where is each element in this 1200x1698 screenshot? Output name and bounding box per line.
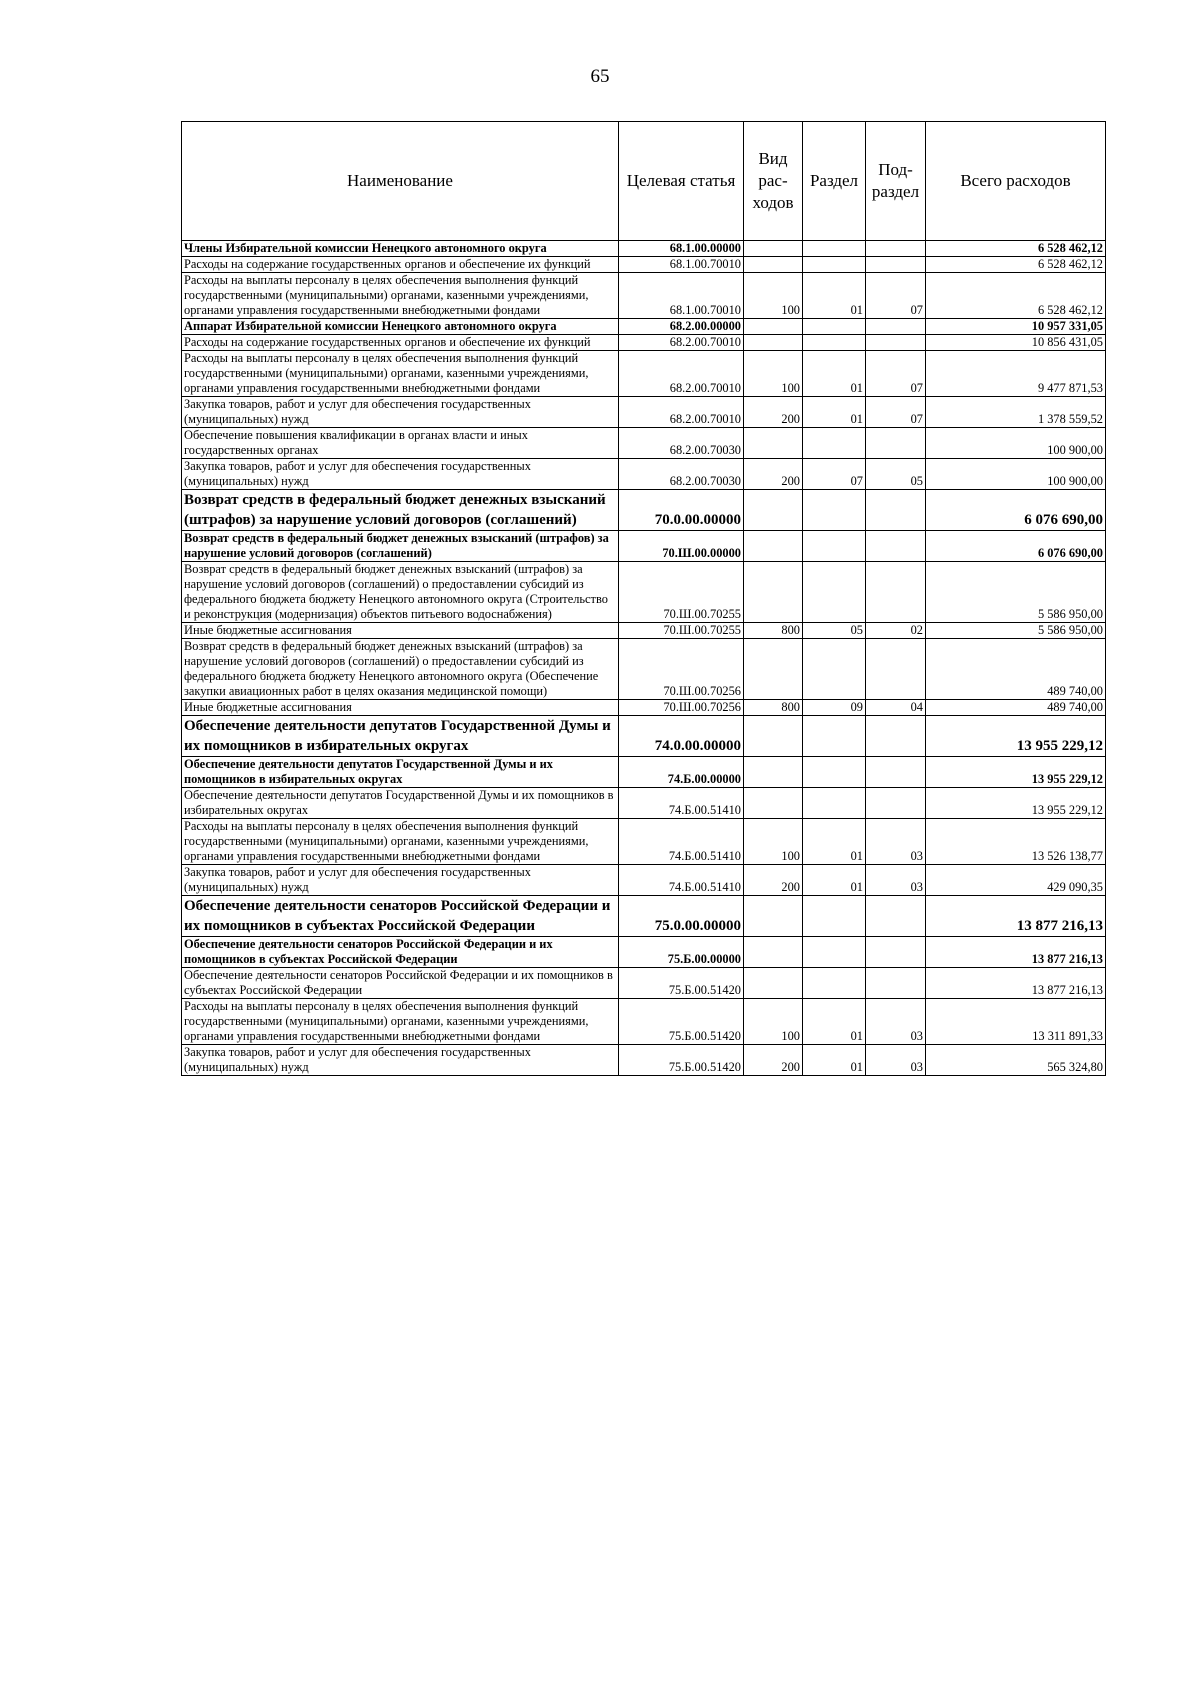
header-subsection: Под- раздел <box>866 122 926 241</box>
cell-target: 68.2.00.70010 <box>619 335 744 351</box>
cell-name: Расходы на содержание государственных органов и обеспечение их функций <box>182 335 619 351</box>
cell-total: 6 076 690,00 <box>926 531 1106 562</box>
cell-total: 6 528 462,12 <box>926 257 1106 273</box>
cell-target: 68.2.00.70010 <box>619 351 744 397</box>
cell-target: 75.Б.00.51420 <box>619 999 744 1045</box>
table-body <box>182 241 1106 1076</box>
cell-section: 01 <box>803 819 866 865</box>
header-target: Целевая статья <box>619 122 744 241</box>
cell-target: 70.Ш.00.00000 <box>619 531 744 562</box>
cell-subsection <box>866 639 926 700</box>
cell-target: 68.2.00.70010 <box>619 397 744 428</box>
table-row <box>182 490 1106 531</box>
cell-expense-type: 200 <box>744 459 803 490</box>
header-section: Раздел <box>803 122 866 241</box>
table-row <box>182 865 1106 896</box>
cell-target: 68.1.00.00000 <box>619 241 744 257</box>
table-row <box>182 623 1106 639</box>
cell-section <box>803 319 866 335</box>
cell-total: 13 877 216,13 <box>926 896 1106 937</box>
table-row <box>182 639 1106 700</box>
cell-section <box>803 639 866 700</box>
table-row <box>182 716 1106 757</box>
cell-name: Обеспечение деятельности депутатов Государственной Думы и их помощников в избирательных округах <box>182 716 619 757</box>
cell-name: Закупка товаров, работ и услуг для обеспечения государственных (муниципальных) нужд <box>182 1045 619 1076</box>
cell-subsection <box>866 531 926 562</box>
table-row <box>182 757 1106 788</box>
cell-subsection <box>866 319 926 335</box>
cell-total: 13 311 891,33 <box>926 999 1106 1045</box>
table-row <box>182 257 1106 273</box>
cell-section: 09 <box>803 700 866 716</box>
cell-total: 489 740,00 <box>926 639 1106 700</box>
cell-total: 6 528 462,12 <box>926 273 1106 319</box>
cell-subsection <box>866 937 926 968</box>
cell-target: 68.2.00.00000 <box>619 319 744 335</box>
cell-name: Обеспечение деятельности депутатов Государственной Думы и их помощников в избирательных округах <box>182 788 619 819</box>
cell-subsection: 02 <box>866 623 926 639</box>
cell-expense-type <box>744 788 803 819</box>
cell-section <box>803 562 866 623</box>
cell-section <box>803 788 866 819</box>
table-row <box>182 351 1106 397</box>
cell-subsection <box>866 257 926 273</box>
cell-section <box>803 896 866 937</box>
cell-name: Аппарат Избирательной комиссии Ненецкого автономного округа <box>182 319 619 335</box>
cell-expense-type: 800 <box>744 623 803 639</box>
table-row <box>182 819 1106 865</box>
cell-section: 01 <box>803 273 866 319</box>
cell-total: 10 957 331,05 <box>926 319 1106 335</box>
cell-subsection <box>866 335 926 351</box>
table-header-row <box>182 122 1106 241</box>
cell-total: 13 955 229,12 <box>926 716 1106 757</box>
cell-expense-type <box>744 241 803 257</box>
table-row <box>182 896 1106 937</box>
cell-subsection: 04 <box>866 700 926 716</box>
cell-name: Закупка товаров, работ и услуг для обеспечения государственных (муниципальных) нужд <box>182 865 619 896</box>
cell-section <box>803 490 866 531</box>
cell-name: Возврат средств в федеральный бюджет денежных взысканий (штрафов) за нарушение условий договоров (соглашений) <box>182 490 619 531</box>
table-row <box>182 459 1106 490</box>
cell-target: 75.Б.00.00000 <box>619 937 744 968</box>
cell-expense-type: 100 <box>744 999 803 1045</box>
header-name: Наименование <box>182 122 619 241</box>
cell-section <box>803 257 866 273</box>
cell-total: 489 740,00 <box>926 700 1106 716</box>
cell-section <box>803 757 866 788</box>
cell-subsection: 07 <box>866 397 926 428</box>
table-row <box>182 428 1106 459</box>
cell-subsection <box>866 428 926 459</box>
cell-expense-type <box>744 319 803 335</box>
cell-subsection: 05 <box>866 459 926 490</box>
cell-name: Расходы на выплаты персоналу в целях обеспечения выполнения функций государственными (муниципальными) органами, казенными учреждениями, органами управления государственными внебюджетными фондами <box>182 819 619 865</box>
cell-expense-type <box>744 257 803 273</box>
cell-expense-type <box>744 937 803 968</box>
cell-subsection: 03 <box>866 865 926 896</box>
cell-section <box>803 241 866 257</box>
cell-subsection: 07 <box>866 273 926 319</box>
cell-target: 70.Ш.00.70256 <box>619 639 744 700</box>
cell-expense-type: 100 <box>744 351 803 397</box>
cell-expense-type <box>744 757 803 788</box>
header-total: Всего расходов <box>926 122 1106 241</box>
cell-name: Обеспечение деятельности сенаторов Российской Федерации и их помощников в субъектах Российской Федерации <box>182 968 619 999</box>
cell-section: 05 <box>803 623 866 639</box>
table-row <box>182 335 1106 351</box>
cell-section: 01 <box>803 865 866 896</box>
cell-expense-type: 100 <box>744 273 803 319</box>
cell-section <box>803 968 866 999</box>
cell-expense-type <box>744 639 803 700</box>
cell-expense-type <box>744 531 803 562</box>
header-expense-type: Вид рас- ходов <box>744 122 803 241</box>
table-row <box>182 241 1106 257</box>
table-row <box>182 999 1106 1045</box>
table-row <box>182 1045 1106 1076</box>
cell-total: 1 378 559,52 <box>926 397 1106 428</box>
cell-total: 5 586 950,00 <box>926 562 1106 623</box>
cell-total: 13 955 229,12 <box>926 788 1106 819</box>
cell-name: Возврат средств в федеральный бюджет денежных взысканий (штрафов) за нарушение условий договоров (соглашений) <box>182 531 619 562</box>
cell-total: 429 090,35 <box>926 865 1106 896</box>
cell-expense-type <box>744 490 803 531</box>
cell-subsection <box>866 562 926 623</box>
cell-target: 74.Б.00.51410 <box>619 788 744 819</box>
table-row <box>182 397 1106 428</box>
cell-target: 70.Ш.00.70256 <box>619 700 744 716</box>
cell-target: 74.Б.00.51410 <box>619 819 744 865</box>
cell-subsection <box>866 757 926 788</box>
table-row <box>182 319 1106 335</box>
table-row <box>182 531 1106 562</box>
cell-expense-type <box>744 716 803 757</box>
cell-name: Расходы на выплаты персоналу в целях обеспечения выполнения функций государственными (муниципальными) органами, казенными учреждениями, органами управления государственными внебюджетными фондами <box>182 351 619 397</box>
cell-total: 6 528 462,12 <box>926 241 1106 257</box>
table-row <box>182 968 1106 999</box>
cell-subsection: 03 <box>866 999 926 1045</box>
cell-expense-type: 200 <box>744 1045 803 1076</box>
cell-total: 100 900,00 <box>926 459 1106 490</box>
cell-total: 9 477 871,53 <box>926 351 1106 397</box>
cell-target: 75.0.00.00000 <box>619 896 744 937</box>
cell-name: Расходы на выплаты персоналу в целях обеспечения выполнения функций государственными (муниципальными) органами, казенными учреждениями, органами управления государственными внебюджетными фондами <box>182 999 619 1045</box>
cell-subsection <box>866 896 926 937</box>
cell-subsection <box>866 968 926 999</box>
cell-expense-type: 800 <box>744 700 803 716</box>
table-row <box>182 937 1106 968</box>
cell-expense-type: 100 <box>744 819 803 865</box>
cell-subsection <box>866 490 926 531</box>
cell-target: 70.0.00.00000 <box>619 490 744 531</box>
cell-section: 01 <box>803 1045 866 1076</box>
table-row <box>182 273 1106 319</box>
cell-expense-type <box>744 428 803 459</box>
cell-subsection: 07 <box>866 351 926 397</box>
cell-name: Иные бюджетные ассигнования <box>182 700 619 716</box>
cell-target: 68.1.00.70010 <box>619 273 744 319</box>
cell-total: 13 955 229,12 <box>926 757 1106 788</box>
cell-name: Обеспечение повышения квалификации в органах власти и иных государственных органах <box>182 428 619 459</box>
cell-subsection: 03 <box>866 1045 926 1076</box>
cell-section: 01 <box>803 397 866 428</box>
cell-section <box>803 937 866 968</box>
cell-name: Возврат средств в федеральный бюджет денежных взысканий (штрафов) за нарушение условий договоров (соглашений) о предоставлении субсидий из федерального бюджета бюджету Ненецкого автономного округа (Строительство и реконструкция (модернизация) объектов питьевого водоснабжения) <box>182 562 619 623</box>
cell-name: Обеспечение деятельности сенаторов Российской Федерации и их помощников в субъектах Российской Федерации <box>182 937 619 968</box>
cell-target: 75.Б.00.51420 <box>619 968 744 999</box>
cell-name: Возврат средств в федеральный бюджет денежных взысканий (штрафов) за нарушение условий договоров (соглашений) о предоставлении субсидий из федерального бюджета бюджету Ненецкого автономного округа (Обеспечение закупки авиационных работ в целях оказания медицинской помощи) <box>182 639 619 700</box>
budget-table <box>181 121 1106 1076</box>
cell-expense-type: 200 <box>744 397 803 428</box>
cell-expense-type <box>744 335 803 351</box>
cell-subsection <box>866 241 926 257</box>
cell-name: Члены Избирательной комиссии Ненецкого автономного округа <box>182 241 619 257</box>
cell-section: 07 <box>803 459 866 490</box>
cell-target: 68.2.00.70030 <box>619 459 744 490</box>
cell-total: 13 877 216,13 <box>926 937 1106 968</box>
cell-subsection <box>866 716 926 757</box>
cell-target: 74.Б.00.51410 <box>619 865 744 896</box>
cell-section: 01 <box>803 999 866 1045</box>
cell-subsection: 03 <box>866 819 926 865</box>
page-number: 65 <box>590 66 610 87</box>
cell-section <box>803 531 866 562</box>
cell-expense-type <box>744 968 803 999</box>
cell-total: 13 877 216,13 <box>926 968 1106 999</box>
cell-total: 13 526 138,77 <box>926 819 1106 865</box>
cell-name: Расходы на выплаты персоналу в целях обеспечения выполнения функций государственными (муниципальными) органами, казенными учреждениями, органами управления государственными внебюджетными фондами <box>182 273 619 319</box>
cell-total: 5 586 950,00 <box>926 623 1106 639</box>
cell-name: Расходы на содержание государственных органов и обеспечение их функций <box>182 257 619 273</box>
cell-section: 01 <box>803 351 866 397</box>
cell-target: 68.1.00.70010 <box>619 257 744 273</box>
cell-target: 74.Б.00.00000 <box>619 757 744 788</box>
cell-name: Закупка товаров, работ и услуг для обеспечения государственных (муниципальных) нужд <box>182 459 619 490</box>
cell-expense-type <box>744 562 803 623</box>
cell-subsection <box>866 788 926 819</box>
table-row <box>182 788 1106 819</box>
cell-name: Иные бюджетные ассигнования <box>182 623 619 639</box>
cell-target: 74.0.00.00000 <box>619 716 744 757</box>
cell-section <box>803 716 866 757</box>
cell-target: 70.Ш.00.70255 <box>619 562 744 623</box>
cell-section <box>803 335 866 351</box>
cell-total: 10 856 431,05 <box>926 335 1106 351</box>
cell-section <box>803 428 866 459</box>
table-row <box>182 700 1106 716</box>
cell-name: Обеспечение деятельности сенаторов Российской Федерации и их помощников в субъектах Российской Федерации <box>182 896 619 937</box>
cell-expense-type: 200 <box>744 865 803 896</box>
cell-total: 100 900,00 <box>926 428 1106 459</box>
cell-expense-type <box>744 896 803 937</box>
cell-target: 70.Ш.00.70255 <box>619 623 744 639</box>
cell-name: Закупка товаров, работ и услуг для обеспечения государственных (муниципальных) нужд <box>182 397 619 428</box>
cell-target: 75.Б.00.51420 <box>619 1045 744 1076</box>
cell-total: 565 324,80 <box>926 1045 1106 1076</box>
cell-name: Обеспечение деятельности депутатов Государственной Думы и их помощников в избирательных округах <box>182 757 619 788</box>
cell-target: 68.2.00.70030 <box>619 428 744 459</box>
table-row <box>182 562 1106 623</box>
cell-total: 6 076 690,00 <box>926 490 1106 531</box>
